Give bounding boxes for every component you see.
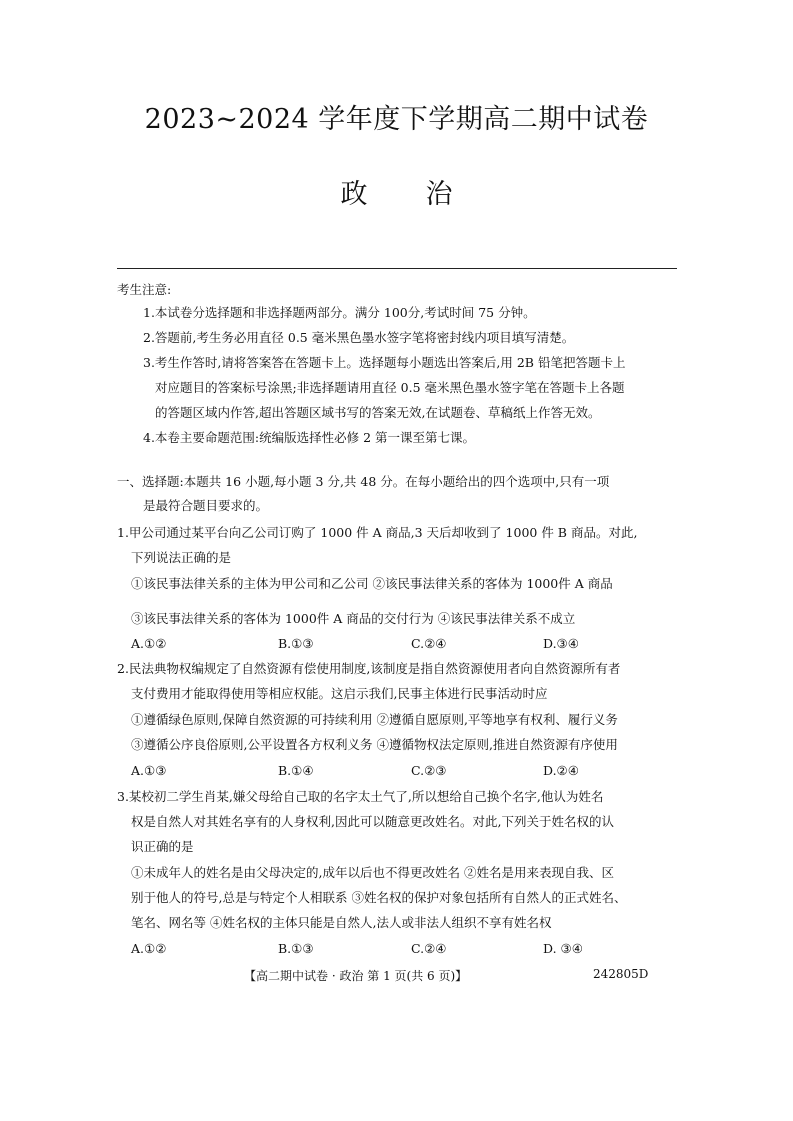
q1-stem-cont: 下列说法正确的是 [131,550,232,565]
q2-statements: ①遵循绿色原则,保障自然资源的可持续利用 ②遵循自愿原则,平等地享有权利、履行义务 [131,712,618,727]
q2-choice-d: D.②④ [543,763,579,778]
page-title: 2023~2024 学年度下学期高二期中试卷 [144,104,649,135]
header-divider [117,268,677,269]
notice-item: 1.本试卷分选择题和非选择题两部分。满分 100分,考试时间 75 分钟。 [143,305,536,320]
q2-choice-c: C.②③ [411,763,447,778]
q1-choice-b: B.①③ [278,636,314,651]
q3-choice-d: D. ③④ [543,941,583,956]
q1-choice-c: C.②④ [411,636,447,651]
notice-item: 4.本卷主要命题范围:统编版选择性必修 2 第一课至第七课。 [143,430,476,445]
notice-heading: 考生注意: [117,282,172,297]
q1-statements: ①该民事法律关系的主体为甲公司和乙公司 ②该民事法律关系的客体为 1000件 A 商品 [131,576,613,591]
section-heading-cont: 是最符合题目要求的。 [143,498,269,513]
q2-choice-b: B.①④ [278,763,314,778]
q2-stem: 2.民法典物权编规定了自然资源有偿使用制度,该制度是指自然资源使用者向自然资源所有者 [117,661,621,676]
notice-item: 的答题区域内作答,超出答题区域书写的答案无效,在试题卷、草稿纸上作答无效。 [155,405,601,420]
q2-statements: ③遵循公序良俗原则,公平设置各方权利义务 ④遵循物权法定原则,推进自然资源有序使用 [131,737,618,752]
q1-choice-d: D.③④ [543,636,579,651]
q3-statements: ①未成年人的姓名是由父母决定的,成年以后也不得更改姓名 ②姓名是用来表现自我、区 [131,865,614,880]
q1-choice-a: A.①② [131,636,167,651]
q2-stem-cont: 支付费用才能取得使用等相应权能。这启示我们,民事主体进行民事活动时应 [131,686,548,701]
q3-statements: 笔名、网名等 ④姓名权的主体只能是自然人,法人或非法人组织不享有姓名权 [131,915,552,930]
q3-choice-b: B.①③ [278,941,314,956]
q3-choice-c: C.②④ [411,941,447,956]
subject-title: 政治 [340,179,511,210]
page-footer: 【高二期中试卷 · 政治 第 1 页(共 6 页)】 [244,969,468,983]
notice-item: 2.答题前,考生务必用直径 0.5 毫米黑色墨水签字笔将密封线内项目填写清楚。 [143,330,575,345]
notice-item: 3.考生作答时,请将答案答在答题卡上。选择题每小题选出答案后,用 2B 铅笔把答题卡上 [143,355,626,370]
q1-stem: 1.甲公司通过某平台向乙公司订购了 1000 件 A 商品,3 天后却收到了 1000 件 B 商品。对此, [117,525,638,540]
q1-statements: ③该民事法律关系的客体为 1000件 A 商品的交付行为 ④该民事法律关系不成立 [131,611,576,626]
section-heading: 一、选择题:本题共 16 小题,每小题 3 分,共 48 分。在每小题给出的四个选项中,只有一项 [117,474,610,489]
q3-stem-cont: 识正确的是 [131,839,194,854]
q3-statements: 别于他人的符号,总是与特定个人相联系 ③姓名权的保护对象包括所有自然人的正式姓名、 [131,890,627,905]
q2-choice-a: A.①③ [131,763,167,778]
q3-choice-a: A.①② [131,941,167,956]
notice-item: 对应题目的答案标号涂黑;非选择题请用直径 0.5 毫米黑色墨水签字笔在答题卡上各题 [155,380,625,395]
exam-code: 242805D [593,967,649,981]
q3-stem-cont: 权是自然人对其姓名享有的人身权利,因此可以随意更改姓名。对此,下列关于姓名权的认 [131,814,614,829]
q3-stem: 3.某校初二学生肖某,嫌父母给自己取的名字太土气了,所以想给自己换个名字,他认为姓名 [117,789,604,804]
